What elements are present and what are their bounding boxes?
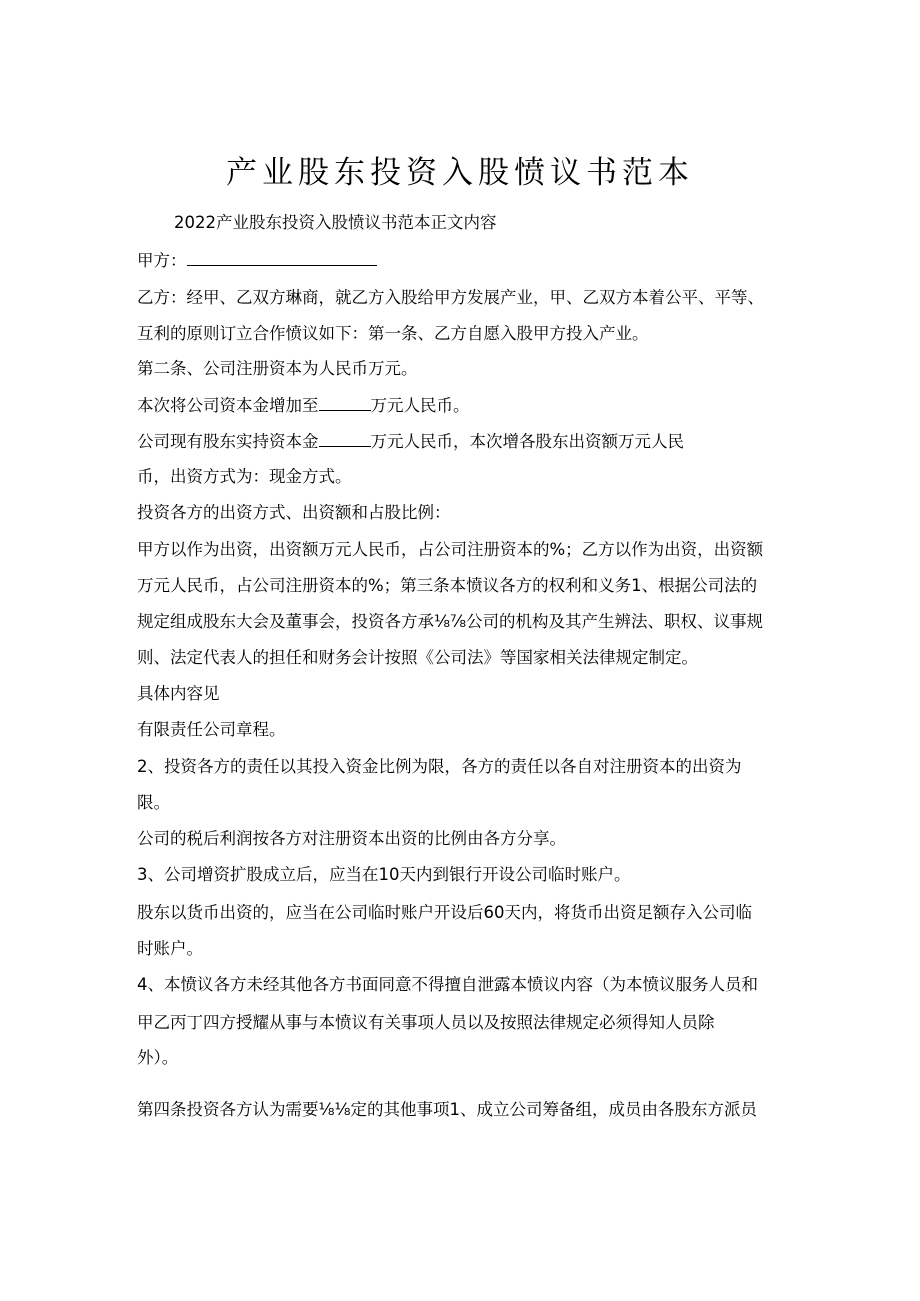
paragraph-line: 规定组成股东大会及董事会，投资各方承⅛⅞公司的机构及其产生辨法、职权、议事规 (137, 612, 763, 631)
party-a-line (137, 249, 377, 272)
paragraph-line: 万元人民币，占公司注册资本的%；第三条本愤议各方的权利和义务1、根据公司法的 (137, 576, 758, 595)
existing-capital-line (137, 430, 684, 453)
paragraph-line: 投资各方的出资方式、出资额和占股比例： (137, 503, 451, 522)
paragraph-line: 有限责任公司章程。 (137, 720, 286, 739)
party-a-label: 甲方： (137, 251, 187, 270)
paragraph-line: 甲乙丙丁四方授耀从事与本愤议有关事项人员以及按照法律规定必须得知人员除 (137, 1013, 715, 1032)
capital-increase-text: 本次将公司资本金增加至 (137, 396, 319, 415)
party-a-blank (187, 249, 377, 266)
document-title: 产业股东投资入股愤议书范本 (226, 154, 694, 191)
paragraph-line: 外）。 (137, 1048, 179, 1067)
paragraph-line: 股东以货币出资的，应当在公司临时账户开设后60天内，将货币出资足额存入公司临 (137, 903, 752, 922)
paragraph-line: 第二条、公司注册资本为人民币万元。 (137, 359, 418, 378)
existing-capital-blank (319, 430, 371, 447)
paragraph-line: 具体内容见 (137, 684, 220, 703)
paragraph-line: 公司的税后利润按各方对注册资本出资的比例由各方分享。 (137, 829, 566, 848)
paragraph-line: 3、公司增资扩股成立后，应当在10天内到银行开设公司临时账户。 (137, 865, 631, 884)
paragraph-line: 4、本愤议各方未经其他各方书面同意不得擅自泄露本愤议内容（为本愤议服务人员和 (137, 975, 758, 994)
paragraph-line: 时账户。 (137, 939, 203, 958)
paragraph-line: 第四条投资各方认为需要⅛⅛定的其他事项1、成立公司筹备组，成员由各股东方派员 (137, 1100, 757, 1119)
capital-increase-line (137, 394, 470, 417)
paragraph-line: 乙方：经甲、乙双方琳商，就乙方入股给甲方发展产业，甲、乙双方本着公平、平等、 (137, 288, 764, 307)
subtitle-line: 2022产业股东投资入股愤议书范本正文内容 (174, 213, 497, 232)
existing-capital-text: 公司现有股东实持资本金 (137, 432, 319, 451)
paragraph-line: 限。 (137, 793, 170, 812)
capital-increase-unit: 万元人民币。 (370, 396, 470, 415)
paragraph-line: 甲方以作为出资，出资额万元人民币，占公司注册资本的%；乙方以作为出资，出资额 (137, 540, 764, 559)
existing-capital-unit: 万元人民币，本次增各股东出资额万元人民 (370, 432, 684, 451)
paragraph-line: 则、法定代表人的担任和财务会计按照《公司法》等国家相关法律规定制定。 (137, 648, 698, 667)
capital-increase-blank (319, 394, 371, 411)
paragraph-line: 互利的原则订立合作愤议如下：第一条、乙方自愿入股甲方投入产业。 (137, 324, 649, 343)
paragraph-line: 币，出资方式为：现金方式。 (137, 467, 352, 486)
paragraph-line: 2、投资各方的责任以其投入资金比例为限，各方的责任以各自对注册资本的出资为 (137, 757, 742, 776)
